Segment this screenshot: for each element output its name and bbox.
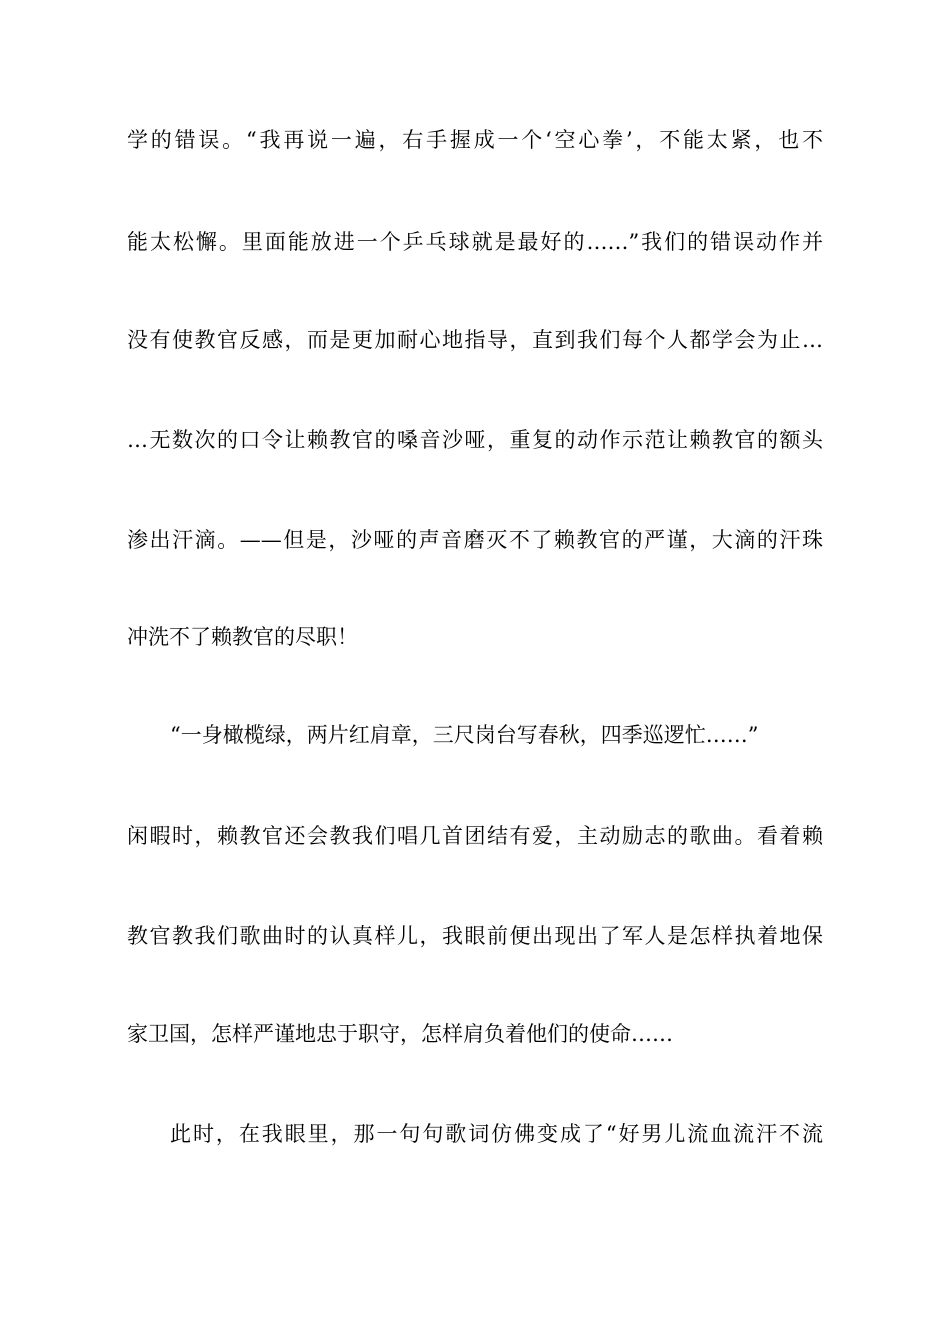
text-line: 闲暇时，赖教官还会教我们唱几首团结有爱，主动励志的歌曲。看着赖 xyxy=(127,824,823,848)
text-line: 学的错误。“我再说一遍，右手握成一个‘空心拳’，不能太紧，也不 xyxy=(127,128,823,152)
text-line-indented: “一身橄榄绿，两片红肩章，三尺岗台写春秋，四季巡逻忙……” xyxy=(170,723,759,747)
text-line: 家卫国，怎样严谨地忠于职守，怎样肩负着他们的使命…… xyxy=(127,1022,673,1046)
text-line-indented: 此时，在我眼里，那一句句歌词仿佛变成了“好男儿流血流汗不流 xyxy=(170,1122,823,1146)
text-line: 能太松懈。里面能放进一个乒乓球就是最好的……”我们的错误动作并 xyxy=(127,230,823,254)
text-line: 没有使教官反感，而是更加耐心地指导，直到我们每个人都学会为止… xyxy=(127,328,823,352)
text-line: 教官教我们歌曲时的认真样儿，我眼前便出现出了军人是怎样执着地保 xyxy=(127,924,823,948)
text-line: …无数次的口令让赖教官的嗓音沙哑，重复的动作示范让赖教官的额头 xyxy=(127,428,823,452)
text-line: 冲洗不了赖教官的尽职！ xyxy=(127,625,358,649)
text-line: 渗出汗滴。——但是，沙哑的声音磨灭不了赖教官的严谨，大滴的汗珠 xyxy=(127,528,823,552)
